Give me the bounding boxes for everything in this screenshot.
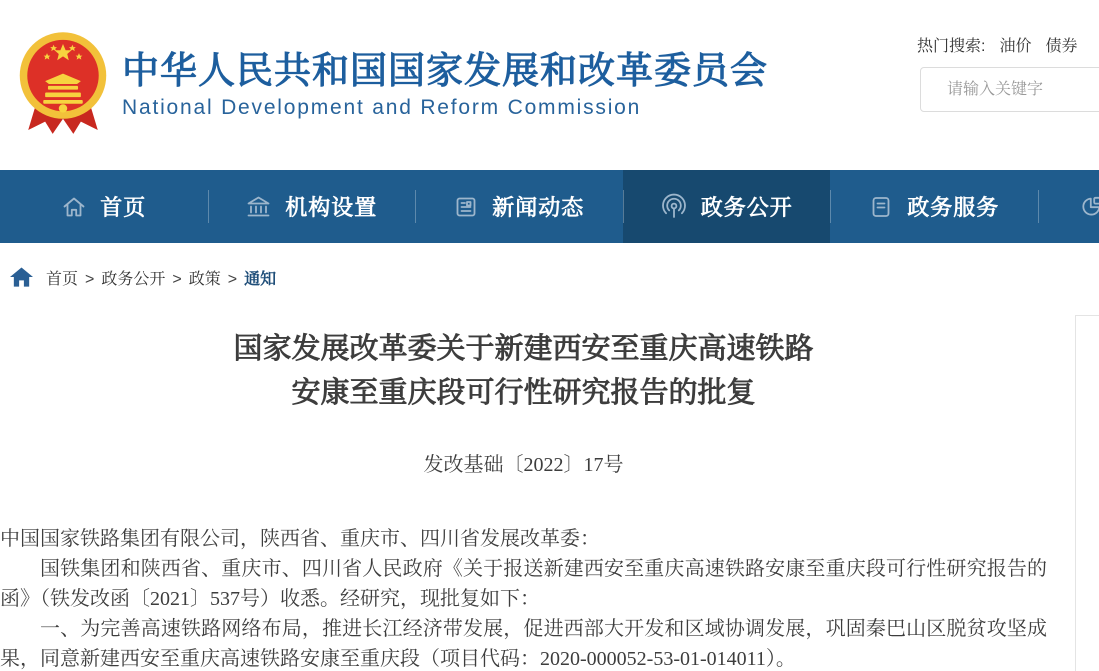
document-number: 发改基础〔2022〕17号: [423, 454, 624, 476]
nav-item-新闻动态[interactable]: [415, 170, 623, 243]
hot-search-term[interactable]: 油价: [999, 38, 1032, 55]
content-panel-border: [1075, 315, 1099, 671]
main-nav: [0, 170, 1099, 243]
hot-search: [917, 33, 1077, 56]
breadcrumb-home-icon[interactable]: [10, 267, 33, 288]
national-emblem-logo: [16, 26, 110, 142]
nav-item-label: 新闻动态: [492, 195, 585, 220]
news-icon: [453, 194, 479, 220]
article-body: [0, 524, 1047, 671]
breadcrumb-separator: >: [172, 270, 182, 288]
home-icon: [61, 194, 87, 220]
nav-item-label: 政务公开: [700, 195, 793, 220]
nav-item-政务服务[interactable]: [830, 170, 1038, 243]
pie-chart-icon: [1078, 193, 1099, 220]
bank-icon: [245, 194, 272, 220]
site-title-chinese: 中华人民共和国国家发展和改革委员会: [122, 50, 768, 91]
national-emblem-icon: [16, 26, 110, 142]
breadcrumb: [0, 243, 1099, 311]
document-icon: [868, 194, 894, 220]
breadcrumb-item-4[interactable]: 通知: [244, 270, 277, 288]
nav-item-more[interactable]: [1038, 170, 1099, 243]
breadcrumb-item-3[interactable]: 政策: [188, 270, 221, 288]
site-header: [0, 0, 1099, 170]
nav-item-label: 首页: [100, 195, 147, 220]
nav-item-label: 政务服务: [907, 195, 1000, 220]
article-paragraph-1: 中国国家铁路集团有限公司，陕西省、重庆市、四川省发展改革委：: [0, 528, 600, 550]
hot-search-term[interactable]: 债券: [1045, 38, 1078, 55]
nav-item-政务公开[interactable]: [623, 170, 831, 243]
article-paragraph-3: 一、为完善高速铁路网络布局，推进长江经济带发展，促进西部大开发和区域协调发展，巩固秦巴山区脱贫攻坚成果，同意新建西安至重庆高速铁路安康至重庆段（项目代码：2020-000052-53-01-014011）。: [0, 618, 1047, 670]
breadcrumb-separator: >: [85, 270, 95, 288]
search-input[interactable]: [921, 68, 1099, 111]
search-box[interactable]: [920, 67, 1099, 112]
nav-item-首页[interactable]: [0, 170, 208, 243]
site-titles: [122, 50, 768, 120]
breadcrumb-item-1[interactable]: 首页: [46, 270, 79, 288]
article-title: [0, 327, 1047, 415]
article: [0, 315, 1047, 671]
broadcast-icon: [660, 193, 688, 220]
nav-item-机构设置[interactable]: [208, 170, 416, 243]
breadcrumb-separator: >: [227, 270, 238, 288]
article-title-line2: 安康至重庆段可行性研究报告的批复: [291, 377, 756, 409]
site-title-english: National Development and Reform Commission: [122, 95, 642, 119]
article-title-line1: 国家发展改革委关于新建西安至重庆高速铁路: [233, 333, 814, 365]
nav-item-label: 机构设置: [285, 195, 378, 220]
breadcrumb-item-2[interactable]: 政务公开: [101, 270, 166, 288]
hot-search-label: 热门搜索:: [917, 38, 986, 55]
article-paragraph-2: 国铁集团和陕西省、重庆市、四川省人民政府《关于报送新建西安至重庆高速铁路安康至重庆段可行性研究报告的函》（铁发改函〔2021〕537号）收悉。经研究，现批复如下：: [0, 558, 1047, 610]
